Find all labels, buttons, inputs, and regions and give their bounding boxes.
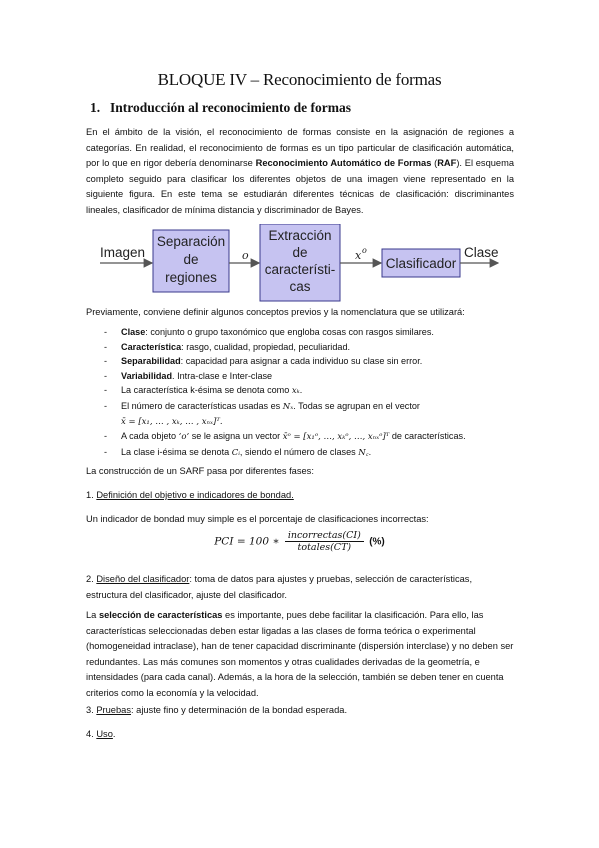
list-item: - La característica k-ésima se denota como xₖ. xyxy=(104,385,303,397)
fase-1 xyxy=(86,488,514,504)
page-title: BLOQUE IV – Reconocimiento de formas xyxy=(157,70,442,89)
concept-list xyxy=(86,325,516,460)
list-item: - A cada objeto ‘o’ se le asigna un vector x̄ᵒ = [x₁ᵒ, …, xₖᵒ, …, xₙₓᵒ]ᵀ de características. xyxy=(104,431,466,443)
raf-acronym: RAF xyxy=(437,158,457,169)
list-item: - Separabilidad: capacidad para asignar a cada individuo su clase sin error. xyxy=(104,356,423,367)
item-math: Nₓ xyxy=(282,401,294,412)
fase-3-number: 3. xyxy=(86,705,97,715)
item-math: xₖ xyxy=(291,386,300,397)
raf-term: Reconocimiento Automático de Formas xyxy=(255,158,432,169)
intro-text-2: ( xyxy=(431,158,438,169)
fase-3-label: Pruebas xyxy=(96,705,131,715)
box-separacion-line3: regiones xyxy=(165,270,217,285)
intro-text-1: En el ámbito de la visión, el reconocimiento de formas consiste en la asignación de regiones a categorías. En realidad, el reconocimiento de formas es un tipo particular de clasificación automática, por lo que en rigor debería denominarse xyxy=(86,127,514,169)
item-term: Variabilidad xyxy=(121,370,173,381)
arrow1-label: o xyxy=(242,249,249,262)
arrow2-label-sup: o xyxy=(362,246,367,255)
classification-diagram xyxy=(96,224,506,304)
box-extraccion-line4: cas xyxy=(289,279,311,294)
box-separacion-line1: Separación xyxy=(156,234,226,249)
item-text-2: se le asigna un vector xyxy=(189,431,283,442)
previa-paragraph: Previamente, conviene definir algunos conceptos previos y la nomenclatura que se utilizará: xyxy=(86,307,465,317)
formula-percent: (%) xyxy=(369,536,385,548)
box-extraccion-line3: característi- xyxy=(264,262,336,277)
arrow2-label: x xyxy=(355,249,362,262)
fase-2-label: Diseño del clasificador xyxy=(96,574,190,584)
item-text: El número de características usadas es xyxy=(121,400,283,411)
item-text: A cada objeto xyxy=(121,431,179,442)
item-text-2: , siendo el número de clases xyxy=(239,446,359,457)
item-text-end: de características. xyxy=(389,431,466,442)
seleccion-text-2: es importante, pues debe facilitar la clasificación. Para ello, las características seleccionadas deben estar ligadas a las clases de forma teórica o experimental (homogeneidad intraclase), han de tener capacidad discriminante (dispersión interclase) y no deben ser redundantes. Las más comunes son momentos y otras cualidades derivadas de la geometría, e intensidades (para cada canal). Además, a la hora de la selección, también se deben tener en cuenta criterios como la economía y la velocidad. xyxy=(86,610,514,698)
item-text: : capacidad para asignar a cada individuo su clase sin error. xyxy=(180,356,423,367)
construccion-paragraph: La construcción de un SARF pasa por diferentes fases: xyxy=(86,466,314,476)
item-term: Clase xyxy=(121,327,146,337)
box-extraccion-line1: Extracción xyxy=(268,228,332,243)
item-text: . Intra-clase e Inter-clase xyxy=(172,370,273,381)
intro-text-3: ). El esquema completo seguido para clasificar los diferentes objetos de una imagen viene representado en la siguiente figura. En este tema se estudiarán diferentes técnicas de clasificación: discriminantes lineales, clasificador de mínima distancia y discriminador de Bayes. xyxy=(86,158,515,215)
formula-denominator: totales(CT) xyxy=(297,542,352,553)
item-text-end: . xyxy=(299,385,303,396)
list-item: - La clase i-ésima se denota Cᵢ, siendo el número de clases N꜀. xyxy=(104,446,372,458)
list-item: - Variabilidad. Intra-clase e Inter-clase xyxy=(104,370,273,381)
fase-3-text: : ajuste fino y determinación de la bondad esperada. xyxy=(130,705,348,715)
seleccion-text-1: La xyxy=(86,610,99,620)
object-vector: x̄ᵒ = [x₁ᵒ, …, xₖᵒ, …, xₙₓᵒ]ᵀ xyxy=(282,432,390,443)
fase-2-number: 2. xyxy=(86,574,97,584)
seleccion-term: selección de características xyxy=(98,610,223,620)
fase-4 xyxy=(86,727,514,743)
section-number: 1. xyxy=(90,100,101,115)
item-text-end: . Todas se agrupan en el vector xyxy=(293,400,420,411)
fase-4-label: Uso xyxy=(96,729,113,739)
item-term: Separabilidad xyxy=(121,356,181,367)
item-term: Característica xyxy=(121,341,182,352)
class-symbol: Cᵢ xyxy=(231,447,240,458)
formula-numerator: incorrectas(CI) xyxy=(285,530,364,542)
diagram-output-label: Clase xyxy=(464,245,499,260)
item-text-end: . xyxy=(368,446,372,457)
fase-2-text: : toma de datos para ajustes y pruebas, selección de características, estructura del clasificador, ajuste del clasificador. xyxy=(86,574,473,600)
item-text: La clase i-ésima se denota xyxy=(121,446,232,457)
formula-lhs: PCI = 100 ∗ xyxy=(214,535,280,548)
feature-vector: x̄ = [x₁, … , xₖ, … , xₙₓ]ᵀ. xyxy=(121,416,223,427)
section-heading xyxy=(90,100,351,116)
object-symbol: ‘o’ xyxy=(178,432,190,443)
fase-1-label: Definición del objetivo e indicadores de bondad. xyxy=(96,490,294,500)
fase-3 xyxy=(86,703,514,719)
seleccion-paragraph xyxy=(86,608,514,702)
item-text: La característica k-ésima se denota como xyxy=(121,385,292,396)
list-item: - El número de características usadas es Nₓ. Todas se agrupan en el vector x̄ = [x₁, … , xₖ, … , xₙₓ]ᵀ. xyxy=(86,399,516,429)
class-count-symbol: N꜀ xyxy=(358,447,369,458)
list-item: - Característica: rasgo, cualidad, propiedad, peculiaridad. xyxy=(104,341,351,352)
item-text: : conjunto o grupo taxonómico que engloba cosas con rasgos similares. xyxy=(145,327,434,337)
item-text: : rasgo, cualidad, propiedad, peculiaridad. xyxy=(181,341,351,352)
indicador-paragraph: Un indicador de bondad muy simple es el porcentaje de clasificaciones incorrectas: xyxy=(86,514,429,524)
box-separacion-line2: de xyxy=(183,252,199,267)
section-title: Introducción al reconocimiento de formas xyxy=(110,100,351,115)
box-clasificador-label: Clasificador xyxy=(385,256,457,271)
fase-2 xyxy=(86,572,514,603)
fase-4-number: 4. xyxy=(86,729,97,739)
fase-1-number: 1. xyxy=(86,490,97,500)
fase-4-text: . xyxy=(112,729,116,739)
diagram-input-label: Imagen xyxy=(100,245,146,260)
box-extraccion-line2: de xyxy=(292,245,308,260)
intro-paragraph xyxy=(86,125,514,219)
list-item: - Clase: conjunto o grupo taxonómico que engloba cosas con rasgos similares. xyxy=(104,327,434,337)
formula-fraction xyxy=(285,530,364,553)
pci-formula xyxy=(0,530,599,553)
